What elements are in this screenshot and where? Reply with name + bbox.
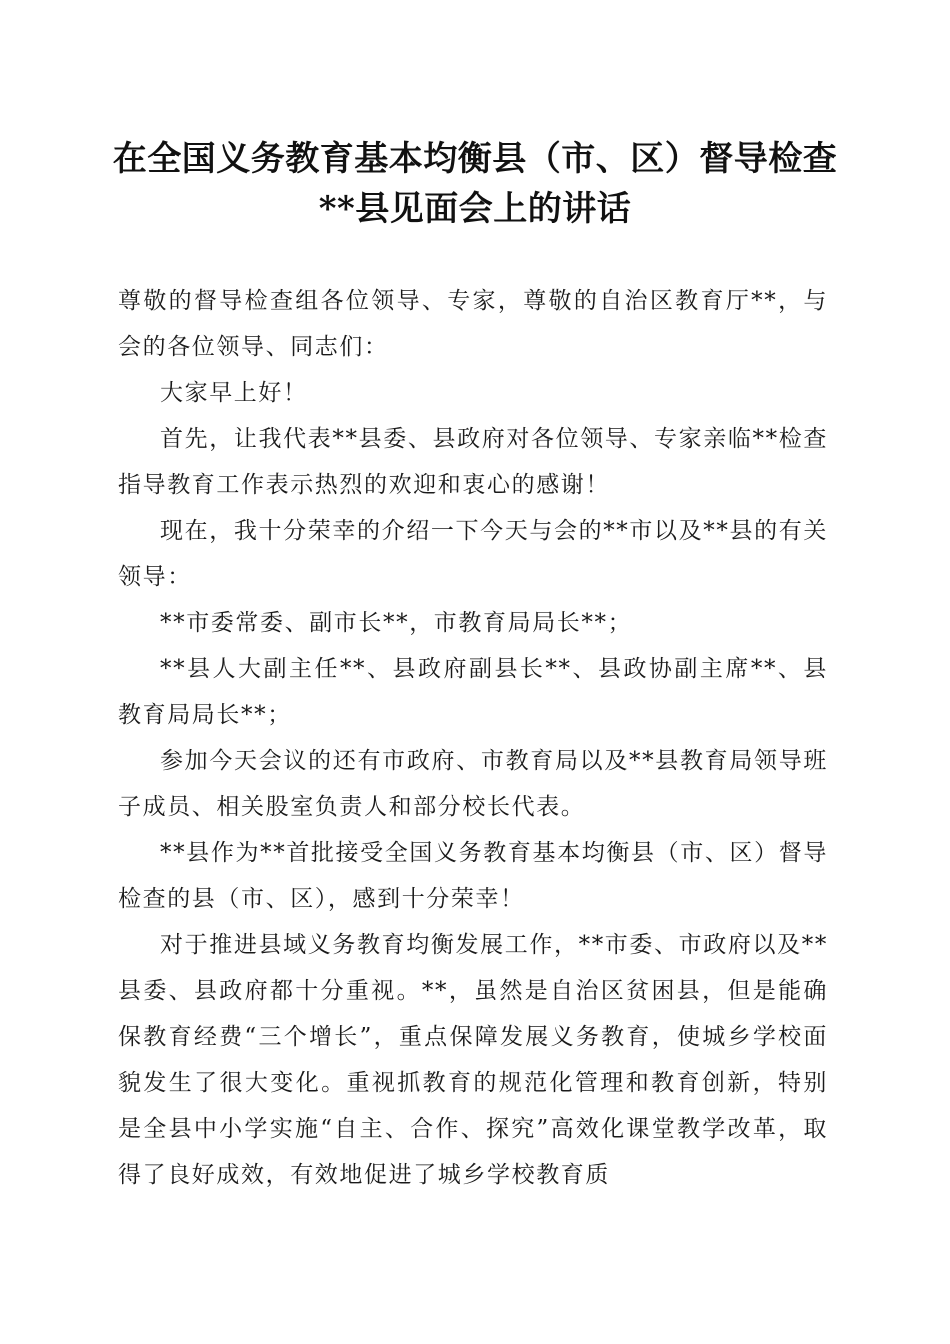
introduction-paragraph: 现在，我十分荣幸的介绍一下今天与会的**市以及**县的有关领导： [118, 518, 828, 590]
greeting-paragraph: 大家早上好！ [160, 380, 308, 406]
city-leaders-paragraph: **市委常委、副市长**，市教育局局长**； [160, 610, 633, 636]
salutation-paragraph: 尊敬的督导检查组各位领导、专家，尊敬的自治区教育厅**，与会的各位领导、同志们： [118, 288, 828, 360]
attendees-paragraph: 参加今天会议的还有市政府、市教育局以及**县教育局领导班子成员、相关股室负责人和部分校长代表。 [118, 748, 828, 820]
welcome-paragraph: 首先，让我代表**县委、县政府对各位领导、专家亲临**检查指导教育工作表示热烈的欢迎和衷心的感谢！ [118, 426, 828, 498]
work-overview-paragraph: 对于推进县域义务教育均衡发展工作，**市委、市政府以及**县委、县政府都十分重视。**，虽然是自治区贫困县，但是能确保教育经费“三个增长”，重点保障发展义务教育，使城乡学校面貌发生了很大变化。重视抓教育的规范化管理和教育创新，特别是全县中小学实施“自主、合作、探究”高效化课堂教学改革，取得了良好成效，有效地促进了城乡学校教育质 [118, 932, 828, 1188]
honor-paragraph: **县作为**首批接受全国义务教育基本均衡县（市、区）督导检查的县（市、区），感到十分荣幸！ [118, 840, 828, 912]
document-title: 在全国义务教育基本均衡县（市、区）督导检查**县见面会上的讲话 [112, 139, 838, 229]
county-leaders-paragraph: **县人大副主任**、县政府副县长**、县政协副主席**、县教育局局长**； [118, 656, 828, 728]
document-body [118, 278, 828, 1198]
